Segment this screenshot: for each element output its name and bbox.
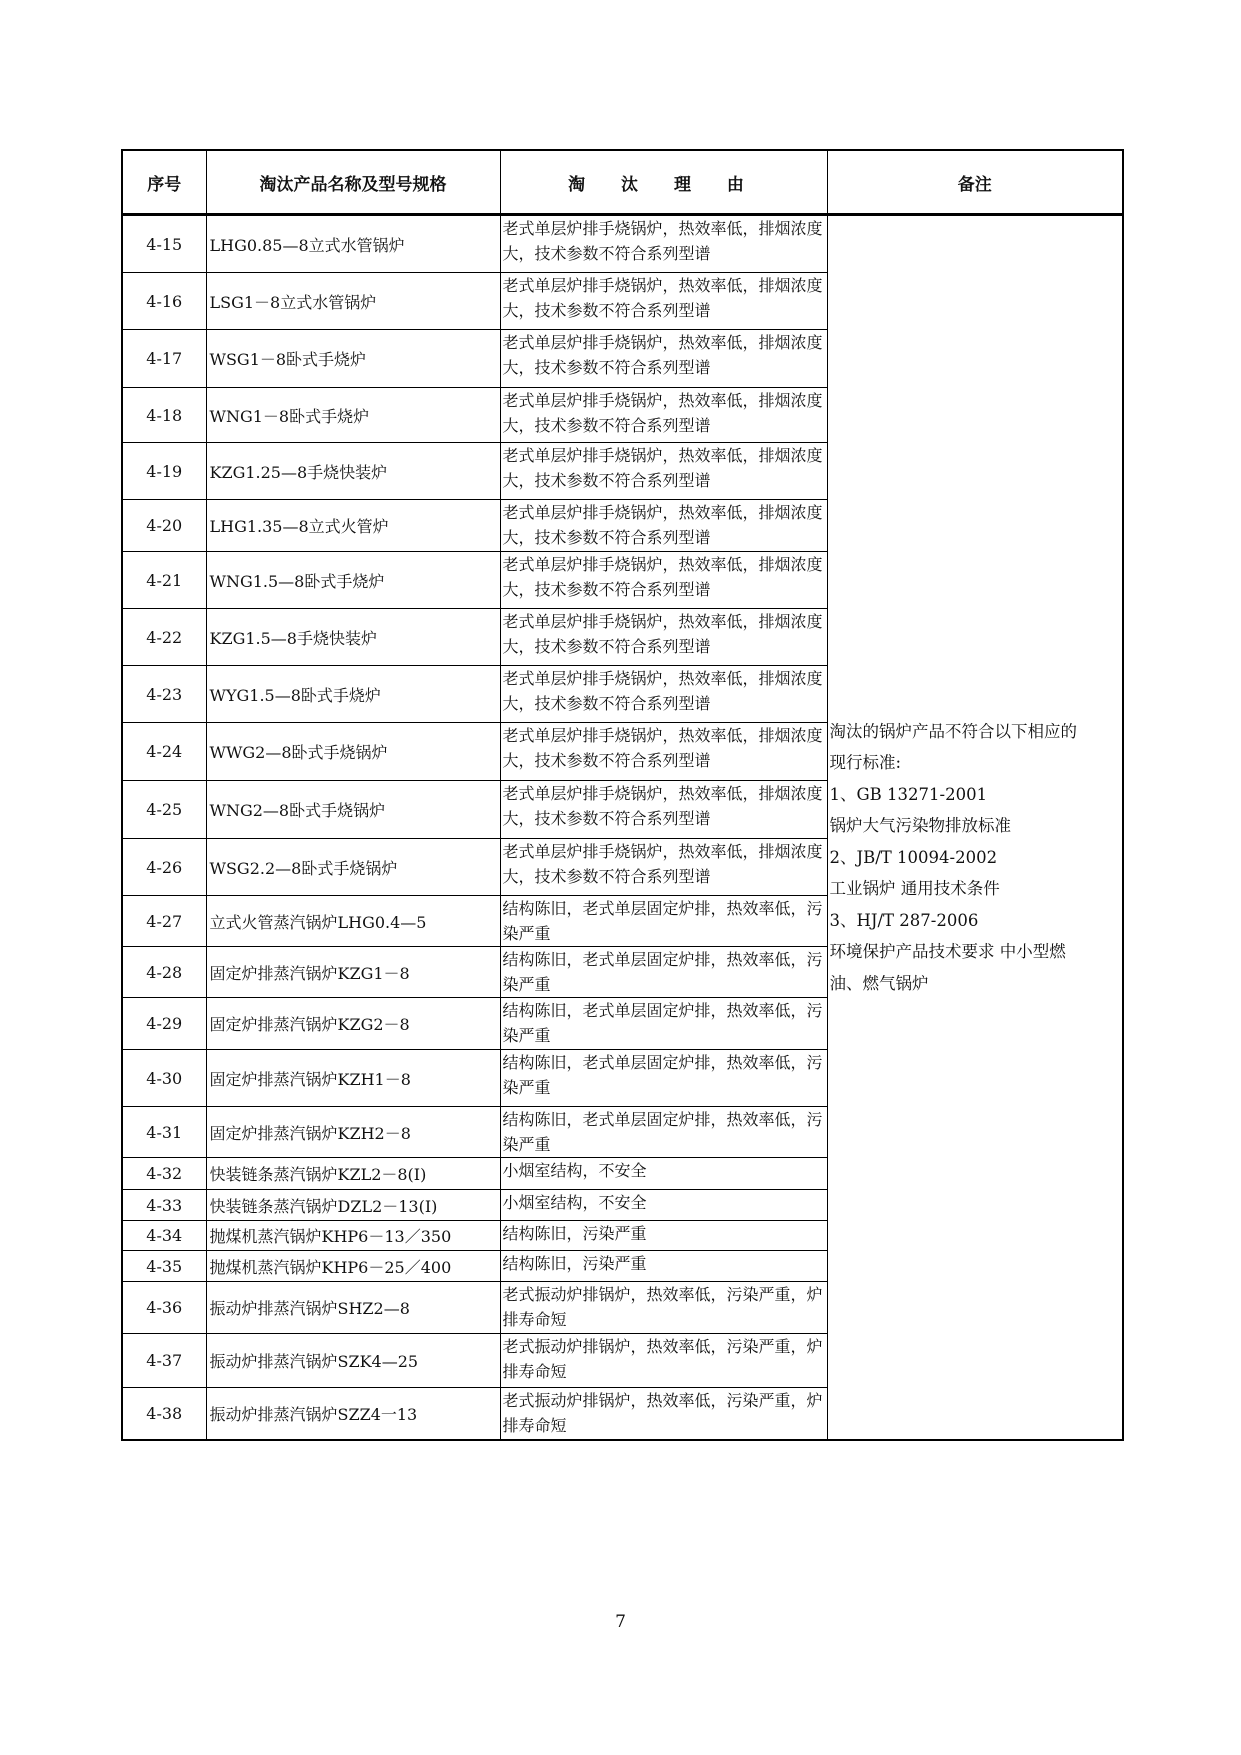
reason-cell: 老式单层炉排手烧锅炉，热效率低，排烟浓度大，技术参数不符合系列型谱 (500, 723, 827, 781)
remark-line: 1、GB 13271-2001 (829, 784, 988, 804)
product-name-cell: 振动炉排蒸汽锅炉SHZ2—8 (206, 1282, 500, 1334)
serial-no-cell: 4-31 (122, 1107, 206, 1158)
reason-cell: 小烟室结构，不安全 (500, 1158, 827, 1190)
reason-cell: 老式单层炉排手烧锅炉，热效率低，排烟浓度大，技术参数不符合系列型谱 (500, 839, 827, 896)
product-name-cell: 固定炉排蒸汽锅炉KZG2－8 (206, 998, 500, 1050)
product-name-cell: 抛煤机蒸汽锅炉KHP6－13／350 (206, 1221, 500, 1251)
serial-no-cell: 4-29 (122, 998, 206, 1050)
remark-cell (827, 215, 1123, 1440)
product-name-cell: KZG1.5—8手烧快装炉 (206, 609, 500, 666)
serial-no-cell: 4-26 (122, 839, 206, 896)
serial-no-cell: 4-35 (122, 1251, 206, 1282)
serial-no-cell: 4-16 (122, 273, 206, 330)
product-name-cell: 振动炉排蒸汽锅炉SZK4—25 (206, 1334, 500, 1388)
serial-no-cell: 4-34 (122, 1221, 206, 1251)
product-name-cell: WSG2.2—8卧式手烧锅炉 (206, 839, 500, 896)
product-name-cell: WSG1－8卧式手烧炉 (206, 330, 500, 388)
boiler-elimination-table (121, 149, 1124, 1441)
reason-cell: 老式单层炉排手烧锅炉，热效率低，排烟浓度大，技术参数不符合系列型谱 (500, 609, 827, 666)
reason-cell: 结构陈旧，污染严重 (500, 1251, 827, 1282)
reason-cell: 老式单层炉排手烧锅炉，热效率低，排烟浓度大，技术参数不符合系列型谱 (500, 388, 827, 443)
remark-line: 环境保护产品技术要求 中小型燃 (829, 942, 1066, 961)
serial-no-cell: 4-15 (122, 215, 206, 273)
table-row (122, 215, 1123, 273)
product-name-cell: 抛煤机蒸汽锅炉KHP6－25／400 (206, 1251, 500, 1282)
serial-no-cell: 4-32 (122, 1158, 206, 1190)
reason-cell: 结构陈旧，老式单层固定炉排，热效率低，污染严重 (500, 1107, 827, 1158)
serial-no-cell: 4-24 (122, 723, 206, 781)
product-name-cell: 固定炉排蒸汽锅炉KZH2－8 (206, 1107, 500, 1158)
product-name-cell: LSG1－8立式水管锅炉 (206, 273, 500, 330)
reason-cell: 小烟室结构，不安全 (500, 1190, 827, 1221)
reason-cell: 结构陈旧，污染严重 (500, 1221, 827, 1251)
product-name-cell: WYG1.5—8卧式手烧炉 (206, 666, 500, 723)
reason-cell: 老式单层炉排手烧锅炉，热效率低，排烟浓度大，技术参数不符合系列型谱 (500, 215, 827, 273)
product-name-cell: KZG1.25—8手烧快装炉 (206, 443, 500, 500)
remark-line: 油、燃气锅炉 (829, 973, 929, 993)
reason-cell: 老式振动炉排锅炉，热效率低，污染严重，炉排寿命短 (500, 1388, 827, 1440)
serial-no-cell: 4-18 (122, 388, 206, 443)
serial-no-cell: 4-21 (122, 552, 206, 609)
remark-line: 3、HJ/T 287-2006 (829, 910, 979, 930)
serial-no-cell: 4-33 (122, 1190, 206, 1221)
remark-line: 锅炉大气污染物排放标准 (829, 816, 1011, 835)
reason-cell: 结构陈旧，老式单层固定炉排，热效率低，污染严重 (500, 998, 827, 1050)
remark-line: 淘汰的锅炉产品不符合以下相应的 (829, 721, 1077, 741)
reason-cell: 结构陈旧，老式单层固定炉排，热效率低，污染严重 (500, 896, 827, 947)
serial-no-cell: 4-37 (122, 1334, 206, 1388)
product-name-cell: 快装链条蒸汽锅炉DZL2－13(I) (206, 1190, 500, 1221)
reason-cell: 老式振动炉排锅炉，热效率低，污染严重，炉排寿命短 (500, 1282, 827, 1334)
header-remark: 备注 (827, 150, 1123, 215)
reason-cell: 老式单层炉排手烧锅炉，热效率低，排烟浓度大，技术参数不符合系列型谱 (500, 443, 827, 500)
product-name-cell: WNG1－8卧式手烧炉 (206, 388, 500, 443)
remark-line: 工业锅炉 通用技术条件 (829, 879, 1000, 898)
reason-cell: 老式振动炉排锅炉，热效率低，污染严重，炉排寿命短 (500, 1334, 827, 1388)
serial-no-cell: 4-22 (122, 609, 206, 666)
serial-no-cell: 4-28 (122, 947, 206, 998)
remark-line: 2、JB/T 10094-2002 (829, 847, 998, 867)
reason-cell: 结构陈旧，老式单层固定炉排，热效率低，污染严重 (500, 947, 827, 998)
reason-cell: 老式单层炉排手烧锅炉，热效率低，排烟浓度大，技术参数不符合系列型谱 (500, 273, 827, 330)
remark-line: 现行标准: (829, 753, 902, 772)
serial-no-cell: 4-20 (122, 500, 206, 552)
reason-cell: 老式单层炉排手烧锅炉，热效率低，排烟浓度大，技术参数不符合系列型谱 (500, 666, 827, 723)
product-name-cell: 固定炉排蒸汽锅炉KZG1－8 (206, 947, 500, 998)
product-name-cell: 快装链条蒸汽锅炉KZL2－8(I) (206, 1158, 500, 1190)
product-name-cell: WNG2—8卧式手烧锅炉 (206, 781, 500, 839)
product-name-cell: 固定炉排蒸汽锅炉KZH1－8 (206, 1050, 500, 1107)
page-number: 7 (615, 1612, 626, 1632)
product-name-cell: WNG1.5—8卧式手烧炉 (206, 552, 500, 609)
product-name-cell: LHG1.35—8立式火管炉 (206, 500, 500, 552)
serial-no-cell: 4-36 (122, 1282, 206, 1334)
header-reason: 淘 汰 理 由 (500, 150, 827, 215)
product-name-cell: 立式火管蒸汽锅炉LHG0.4—5 (206, 896, 500, 947)
serial-no-cell: 4-27 (122, 896, 206, 947)
reason-cell: 结构陈旧，老式单层固定炉排，热效率低，污染严重 (500, 1050, 827, 1107)
serial-no-cell: 4-38 (122, 1388, 206, 1440)
serial-no-cell: 4-25 (122, 781, 206, 839)
product-name-cell: LHG0.85—8立式水管锅炉 (206, 215, 500, 273)
serial-no-cell: 4-23 (122, 666, 206, 723)
header-product-name: 淘汰产品名称及型号规格 (206, 150, 500, 215)
reason-cell: 老式单层炉排手烧锅炉，热效率低，排烟浓度大，技术参数不符合系列型谱 (500, 552, 827, 609)
header-row (122, 150, 1123, 215)
header-serial-no: 序号 (122, 150, 206, 215)
serial-no-cell: 4-30 (122, 1050, 206, 1107)
serial-no-cell: 4-17 (122, 330, 206, 388)
product-name-cell: WWG2—8卧式手烧锅炉 (206, 723, 500, 781)
product-name-cell: 振动炉排蒸汽锅炉SZZ4一13 (206, 1388, 500, 1440)
serial-no-cell: 4-19 (122, 443, 206, 500)
reason-cell: 老式单层炉排手烧锅炉，热效率低，排烟浓度大，技术参数不符合系列型谱 (500, 781, 827, 839)
reason-cell: 老式单层炉排手烧锅炉，热效率低，排烟浓度大，技术参数不符合系列型谱 (500, 500, 827, 552)
table-body (122, 215, 1123, 1440)
reason-cell: 老式单层炉排手烧锅炉，热效率低，排烟浓度大，技术参数不符合系列型谱 (500, 330, 827, 388)
